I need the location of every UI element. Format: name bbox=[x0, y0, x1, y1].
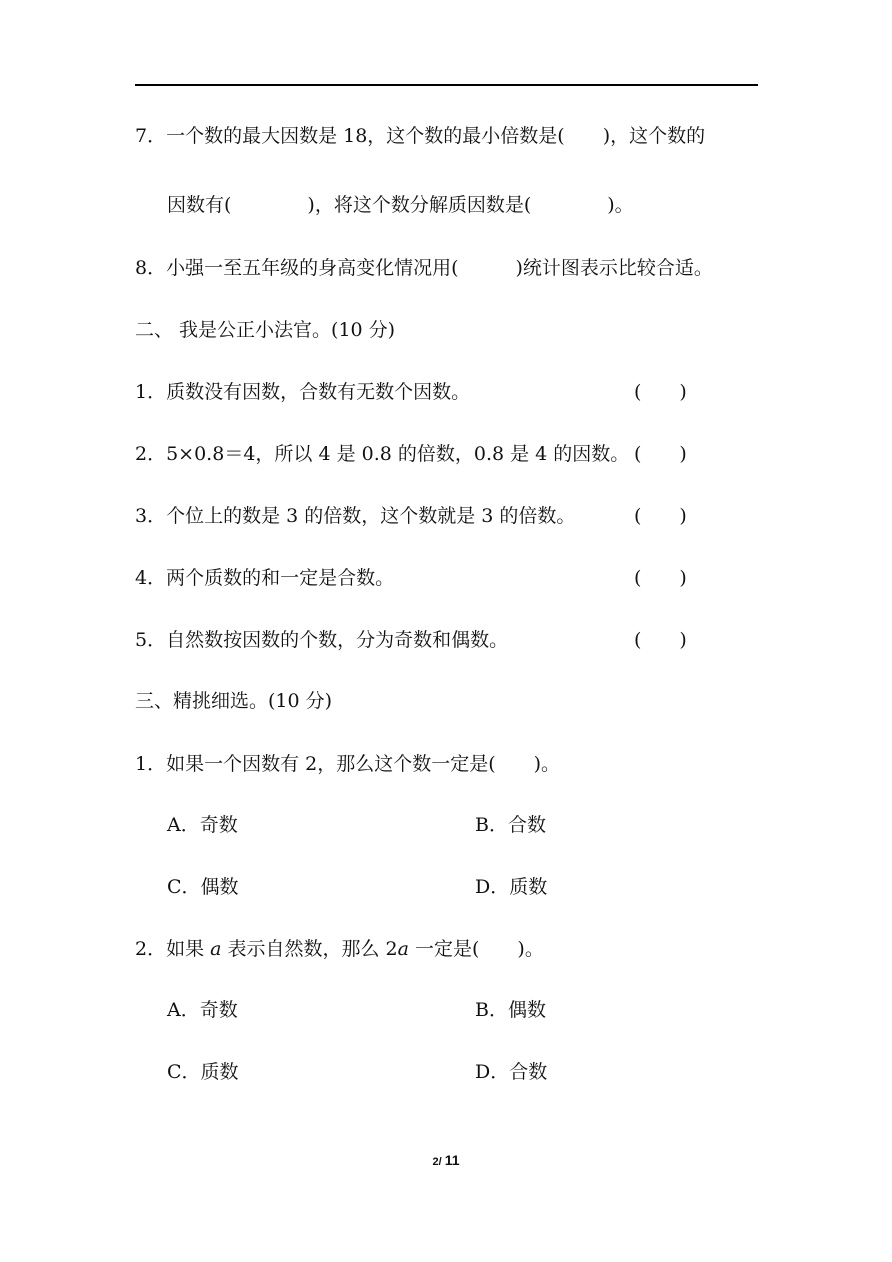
choice-question-1: 1．如果一个因数有 2，那么这个数一定是( )。 bbox=[135, 753, 561, 775]
header-rule bbox=[135, 84, 758, 86]
judge-answer-2[interactable]: ( ) bbox=[634, 443, 687, 465]
q2-stem-middle: 表示自然数，那么 2 bbox=[221, 938, 398, 960]
q2-stem-prefix: 2．如果 bbox=[135, 938, 211, 960]
page-number bbox=[0, 1152, 892, 1168]
section-3-heading: 三、精挑细选。(10 分) bbox=[135, 690, 333, 712]
section-2-heading: 二、 我是公正小法官。(10 分) bbox=[135, 319, 396, 341]
page-total: 11 bbox=[444, 1152, 460, 1168]
judge-answer-3[interactable]: ( ) bbox=[634, 505, 687, 527]
question-7-line-2: 因数有( )，将这个数分解质因数是( )。 bbox=[167, 194, 634, 216]
judge-item-3: 3．个位上的数是 3 的倍数，这个数就是 3 的倍数。 bbox=[135, 505, 576, 527]
q2-variable-a: a bbox=[210, 938, 222, 960]
q2-variable-a-2: a bbox=[397, 938, 409, 960]
choice-2-option-d[interactable]: D．合数 bbox=[475, 1061, 548, 1083]
judge-item-2: 2．5×0.8＝4，所以 4 是 0.8 的倍数，0.8 是 4 的因数。 bbox=[135, 443, 630, 465]
choice-2-option-a[interactable]: A．奇数 bbox=[167, 999, 238, 1021]
choice-question-2 bbox=[135, 937, 544, 961]
choice-1-option-d[interactable]: D．质数 bbox=[475, 876, 548, 898]
page-separator: / bbox=[438, 1156, 445, 1168]
choice-1-option-a[interactable]: A．奇数 bbox=[167, 814, 238, 836]
choice-1-option-c[interactable]: C．偶数 bbox=[167, 876, 239, 898]
q2-stem-suffix: 一定是( )。 bbox=[408, 938, 544, 960]
judge-answer-1[interactable]: ( ) bbox=[634, 381, 687, 403]
choice-2-option-b[interactable]: B．偶数 bbox=[475, 999, 546, 1021]
judge-answer-5[interactable]: ( ) bbox=[634, 629, 687, 651]
judge-item-4: 4．两个质数的和一定是合数。 bbox=[135, 567, 395, 589]
judge-answer-4[interactable]: ( ) bbox=[634, 567, 687, 589]
judge-item-1: 1．质数没有因数，合数有无数个因数。 bbox=[135, 381, 471, 403]
question-7-line-1: 7．一个数的最大因数是 18，这个数的最小倍数是( )，这个数的 bbox=[135, 125, 706, 147]
choice-1-option-b[interactable]: B．合数 bbox=[475, 814, 546, 836]
judge-item-5: 5．自然数按因数的个数，分为奇数和偶数。 bbox=[135, 629, 509, 651]
question-8: 8．小强一至五年级的身高变化情况用( )统计图表示比较合适。 bbox=[135, 257, 713, 279]
page-current: 2 bbox=[432, 1156, 439, 1168]
choice-2-option-c[interactable]: C．质数 bbox=[167, 1061, 239, 1083]
